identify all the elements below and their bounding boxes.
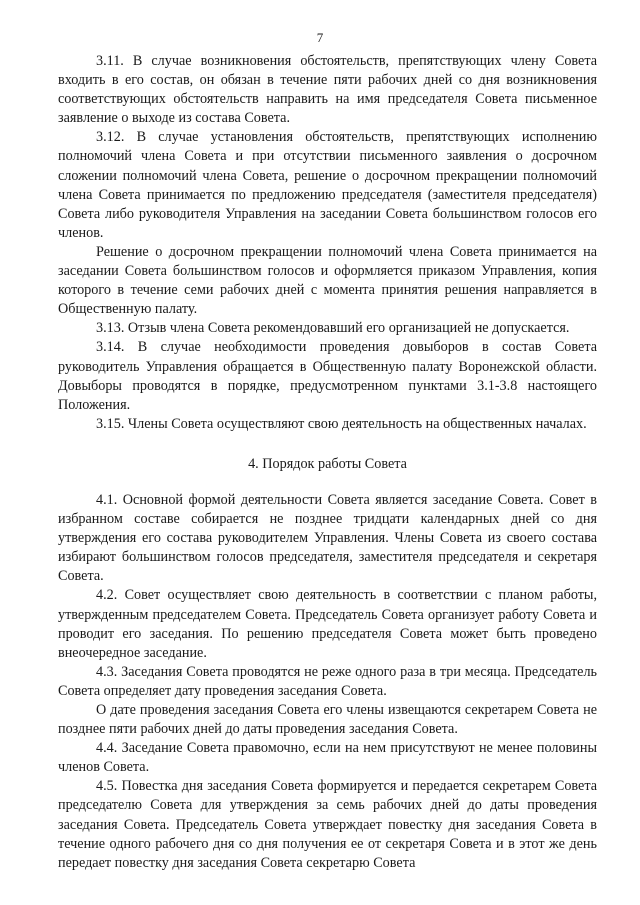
paragraph-3-11: 3.11. В случае возникновения обстоятельств, препятствующих члену Совета входить в его состав, он обязан в течение пяти рабочих дней со дня возникновения соответствующих обстоятельств направить на имя председателя Совета письменное заявление о выходе из состава Совета. bbox=[58, 53, 597, 127]
paragraph-4-4: 4.4. Заседание Совета правомочно, если на нем присутствуют не менее половины членов Совета. bbox=[58, 740, 597, 776]
paragraph-3-15: 3.15. Члены Совета осуществляют свою деятельность на общественных началах. bbox=[96, 415, 587, 432]
paragraph-4-3-notice: О дате проведения заседания Совета его члены извещаются секретарем Совета не позднее пяти рабочих дней до даты проведения заседания Совета. bbox=[58, 702, 597, 738]
paragraph-3-12-decision: Решение о досрочном прекращении полномочий члена Совета принимается на заседании Совета большинством голосов и оформляется приказом Управления, копия которого в течение семи рабочих дней с момента принятия решения направляется в Общественную палату. bbox=[58, 243, 597, 318]
paragraph-3-14: 3.14. В случае необходимости проведения довыборов в состав Совета руководитель Управления обращается в Общественную палату Воронежской области. Довыборы проводятся в порядке, предусмотренном пунктами 3.1-3.8 настоящего Положения. bbox=[58, 339, 597, 413]
paragraph-4-1: 4.1. Основной формой деятельности Совета является заседание Совета. Совет в избранном составе собирается не позднее тридцати календарных дней со дня утверждения его состава руководителем Управления. Члены Совета из своего состава избирают большинством голосов председателя, заместителя председателя и секретаря Совета. bbox=[58, 491, 597, 585]
page-number: 7 bbox=[316, 30, 324, 45]
paragraph-4-3: 4.3. Заседания Совета проводятся не реже одного раза в три месяца. Председатель Совета определяет дату проведения заседания Совета. bbox=[58, 663, 597, 699]
paragraph-3-13: 3.13. Отзыв члена Совета рекомендовавший его организацией не допускается. bbox=[96, 320, 570, 337]
section-heading: 4. Порядок работы Совета bbox=[248, 455, 407, 472]
paragraph-4-5: 4.5. Повестка дня заседания Совета формируется и передается секретарем Совета председателю Совета для утверждения за семь рабочих дней до даты проведения заседания Совета. Председатель Совета утверждает повестку дня заседания Совета в течение одного рабочего дня со дня получения ее от секретаря Совета и в этот же день передает повестку дня заседания Совета секретарю Совета bbox=[58, 778, 597, 871]
paragraph-4-2: 4.2. Совет осуществляет свою деятельность в соответствии с планом работы, утвержденным председателем Совета. Председатель Совета организует работу Совета и проводит его заседания. По решению председателя Совета может быть проведено внеочередное заседание. bbox=[58, 587, 597, 661]
paragraph-3-12: 3.12. В случае установления обстоятельств, препятствующих исполнению полномочий члена Совета и при отсутствии письменного заявления о досрочном сложении полномочий члена Совета, решение о досрочном прекращении полномочий члена Совета принимается по предложению председателя (заместителя председателя) Совета либо руководителя Управления на заседании Совета большинством голосов его членов. bbox=[58, 129, 597, 241]
page-body bbox=[58, 52, 597, 873]
